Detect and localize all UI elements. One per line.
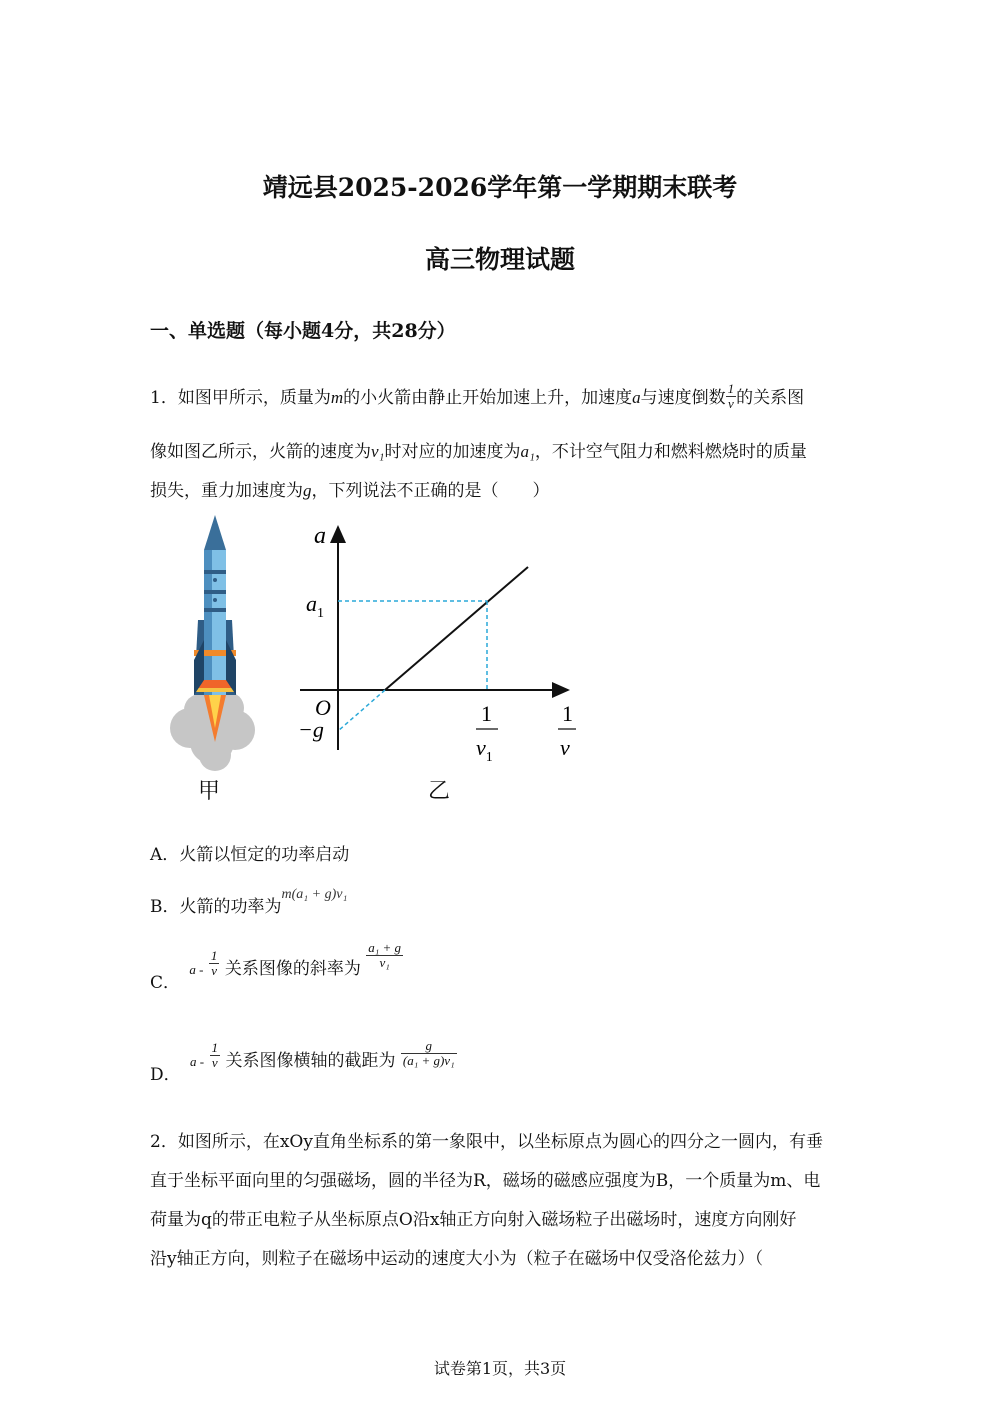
inverse-v-fraction: $\frac{1}{v}$ — [727, 380, 735, 411]
option-b: B．火箭的功率为$^{m(a_1 + g)v_1}$ — [150, 887, 348, 917]
v1-tick-num: 1 — [481, 701, 492, 726]
option-c: C． $_{a -}$ $\frac{1}{v}$ 关系图像的斜率为 $\frac{\text{a₁ + g}}{\text{v₁}}$ — [150, 939, 402, 993]
option-d-answer: $\frac{g}{\text{(a₁ + g)v₁}}$ — [402, 1037, 455, 1068]
rocket-illustration — [160, 510, 270, 775]
q2-line-2: 直于坐标平面向里的匀强磁场，圆的半径为R，磁场的磁感应强度为B，一个质量为m、电 — [150, 1171, 821, 1191]
option-c-inverse-v: $\frac{1}{v}$ — [210, 947, 218, 978]
option-d-inverse-v: $\frac{1}{v}$ — [211, 1039, 219, 1070]
rocket-nose-icon — [204, 515, 226, 550]
page-footer: 试卷第1页，共3页 — [433, 1359, 567, 1378]
section-heading: 一、单选题（每小题4分，共28分） — [150, 320, 456, 342]
option-d: D． $_{a -}$ $\frac{1}{v}$ 关系图像横轴的截距为 $\frac{g}{\text{(a₁ + g)v₁}}$ — [150, 1037, 455, 1085]
extension-dashed-line — [338, 690, 385, 731]
figure-label-jia: 甲 — [198, 779, 221, 804]
q2-line-3: 荷量为q的带正电粒子从坐标原点O沿x轴正方向射入磁场粒子出磁场时，速度方向刚好 — [150, 1210, 797, 1230]
neg-g-label: −g — [298, 717, 324, 742]
q1-line-3: 损失，重力加速度为g，下列说法不正确的是（ ） — [150, 481, 550, 501]
q2-line-1: 2．如图所示，在xOy直角坐标系的第一象限中，以坐标原点为圆心的四分之一圆内，有垂 — [150, 1132, 823, 1152]
q1-line-2: 像如图乙所示，火箭的速度为v₁时对应的加速度为a₁，不计空气阻力和燃料燃烧时的质量 — [150, 442, 807, 462]
exam-title: 靖远县2025-2026学年第一学期期末联考 — [262, 173, 738, 202]
x-axis-label-num: 1 — [562, 701, 573, 726]
option-a: A．火箭以恒定的功率启动 — [150, 845, 350, 865]
option-b-expression: m(a₁ + g)v₁ — [281, 887, 348, 902]
graph-line — [385, 567, 528, 690]
q2-line-4: 沿y轴正方向，则粒子在磁场中运动的速度大小为（粒子在磁场中仅受洛伦兹力）（ — [150, 1249, 764, 1269]
a-vs-inverse-v-graph — [290, 515, 590, 775]
v1-tick-den: $v_1$ — [476, 735, 493, 765]
origin-label: O — [315, 695, 331, 720]
x-axis-label-den: v — [560, 735, 570, 760]
figure-label-yi: 乙 — [428, 779, 451, 804]
q1-line-1: 1．如图甲所示，质量为m的小火箭由静止开始加速上升，加速度a与速度倒数 $\frac{1}{v}$ 的关系图 — [150, 380, 805, 411]
option-c-answer: $\frac{\text{a₁ + g}}{\text{v₁}}$ — [368, 939, 402, 970]
y-axis-label: a — [314, 523, 326, 549]
a1-label: $a_1$ — [306, 591, 324, 621]
exam-subtitle: 高三物理试题 — [424, 245, 575, 274]
